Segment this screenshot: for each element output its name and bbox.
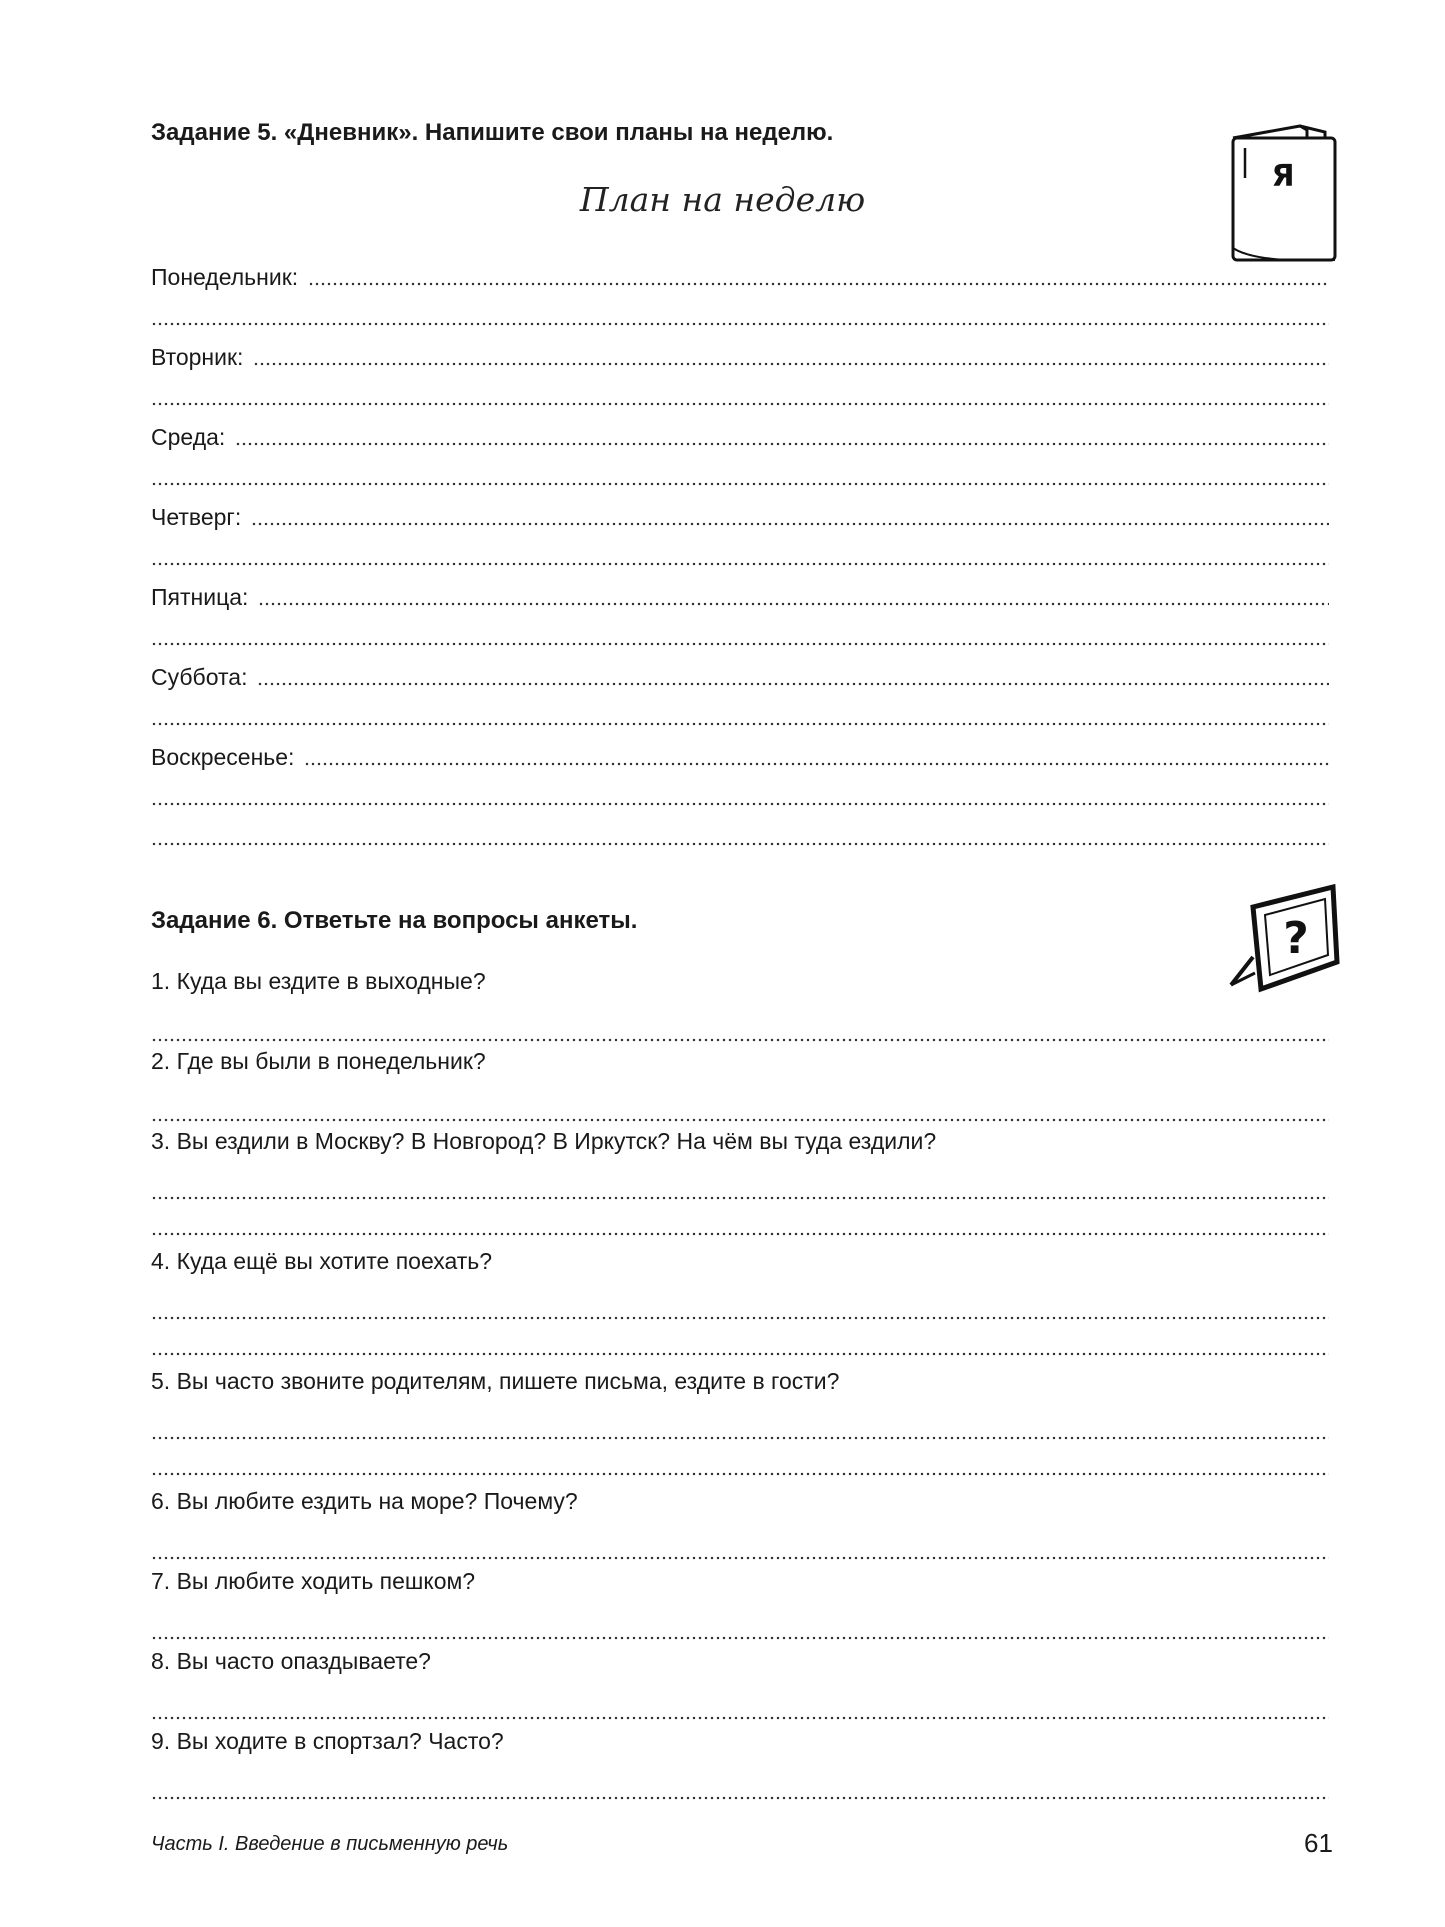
question-2: 2. Где вы были в понедельник? xyxy=(151,1048,486,1074)
answer-line-row xyxy=(151,1170,1329,1204)
answer-line-row xyxy=(151,376,1329,410)
answer-line[interactable] xyxy=(253,362,1329,366)
question-8: 8. Вы часто опаздываете? xyxy=(151,1648,431,1674)
day-row-wednesday xyxy=(151,416,1329,450)
answer-line[interactable] xyxy=(151,482,1329,486)
task6-title: Задание 6. Ответьте на вопросы анкеты. xyxy=(151,907,638,934)
answer-line[interactable] xyxy=(151,1196,1329,1200)
answer-line[interactable] xyxy=(151,402,1329,406)
question-7: 7. Вы любите ходить пешком? xyxy=(151,1568,476,1594)
answer-line-row xyxy=(151,1446,1329,1480)
answer-line[interactable] xyxy=(151,802,1329,806)
answer-line-row xyxy=(151,776,1329,810)
day-row-tuesday xyxy=(151,336,1329,370)
day-label: Пятница: xyxy=(151,584,249,610)
footer-section: Часть I. Введение в письменную речь xyxy=(151,1833,509,1855)
day-row-friday xyxy=(151,576,1329,610)
page-number: 61 xyxy=(1304,1828,1333,1858)
answer-line[interactable] xyxy=(235,442,1329,446)
answer-line[interactable] xyxy=(151,1118,1329,1122)
notebook-letter: Я xyxy=(1271,159,1295,194)
question-mark: ? xyxy=(1283,913,1309,964)
question-9: 9. Вы ходите в спортзал? Часто? xyxy=(151,1728,504,1754)
question-1: 1. Куда вы ездите в выходные? xyxy=(151,968,486,994)
answer-line-row xyxy=(151,616,1329,650)
answer-line[interactable] xyxy=(151,1556,1329,1560)
answer-line-row xyxy=(151,456,1329,490)
answer-line[interactable] xyxy=(151,1436,1329,1440)
answer-line-row xyxy=(151,1410,1329,1444)
answer-line-row xyxy=(151,1530,1329,1564)
answer-line-row xyxy=(151,536,1329,570)
answer-line[interactable] xyxy=(151,722,1329,726)
answer-line[interactable] xyxy=(151,1038,1329,1042)
answer-line[interactable] xyxy=(151,1636,1329,1640)
answer-line[interactable] xyxy=(151,842,1329,846)
day-label: Понедельник: xyxy=(151,264,299,290)
answer-line[interactable] xyxy=(151,1352,1329,1356)
day-row-thursday xyxy=(151,496,1329,530)
answer-line[interactable] xyxy=(304,762,1329,766)
day-label: Вторник: xyxy=(151,344,244,370)
day-row-monday xyxy=(151,256,1329,290)
answer-line[interactable] xyxy=(151,1316,1329,1320)
day-row-saturday xyxy=(151,656,1329,690)
answer-line[interactable] xyxy=(151,1796,1329,1800)
question-3: 3. Вы ездили в Москву? В Новгород? В Иркутск? На чём вы туда ездили? xyxy=(151,1128,937,1154)
answer-line[interactable] xyxy=(251,522,1329,526)
answer-line[interactable] xyxy=(151,1232,1329,1236)
question-4: 4. Куда ещё вы хотите поехать? xyxy=(151,1248,493,1274)
answer-line-row xyxy=(151,1610,1329,1644)
question-sign-icon xyxy=(1225,877,1345,1002)
day-label: Четверг: xyxy=(151,504,242,530)
answer-line-row xyxy=(151,1092,1329,1126)
answer-line-row xyxy=(151,1290,1329,1324)
answer-line-row xyxy=(151,1690,1329,1724)
day-label: Среда: xyxy=(151,424,226,450)
answer-line-row xyxy=(151,1770,1329,1804)
task5-title: Задание 5. «Дневник». Напишите свои планы на неделю. xyxy=(151,119,834,146)
answer-line-row xyxy=(151,1206,1329,1240)
answer-line-row xyxy=(151,1012,1329,1046)
answer-line[interactable] xyxy=(151,642,1329,646)
plan-title: План на неделю xyxy=(579,180,866,219)
answer-line[interactable] xyxy=(308,282,1329,286)
answer-line[interactable] xyxy=(258,602,1329,606)
answer-line[interactable] xyxy=(151,1716,1329,1720)
answer-line[interactable] xyxy=(151,1472,1329,1476)
answer-line-row xyxy=(151,816,1329,850)
day-row-sunday xyxy=(151,736,1329,770)
question-6: 6. Вы любите ездить на море? Почему? xyxy=(151,1488,578,1514)
answer-line-row xyxy=(151,1326,1329,1360)
question-5: 5. Вы часто звоните родителям, пишете письма, ездите в гости? xyxy=(151,1368,840,1394)
answer-line[interactable] xyxy=(151,322,1329,326)
day-label: Суббота: xyxy=(151,664,248,690)
answer-line[interactable] xyxy=(151,562,1329,566)
day-label: Воскресенье: xyxy=(151,744,295,770)
answer-line[interactable] xyxy=(257,682,1329,686)
answer-line-row xyxy=(151,696,1329,730)
answer-line-row xyxy=(151,296,1329,330)
